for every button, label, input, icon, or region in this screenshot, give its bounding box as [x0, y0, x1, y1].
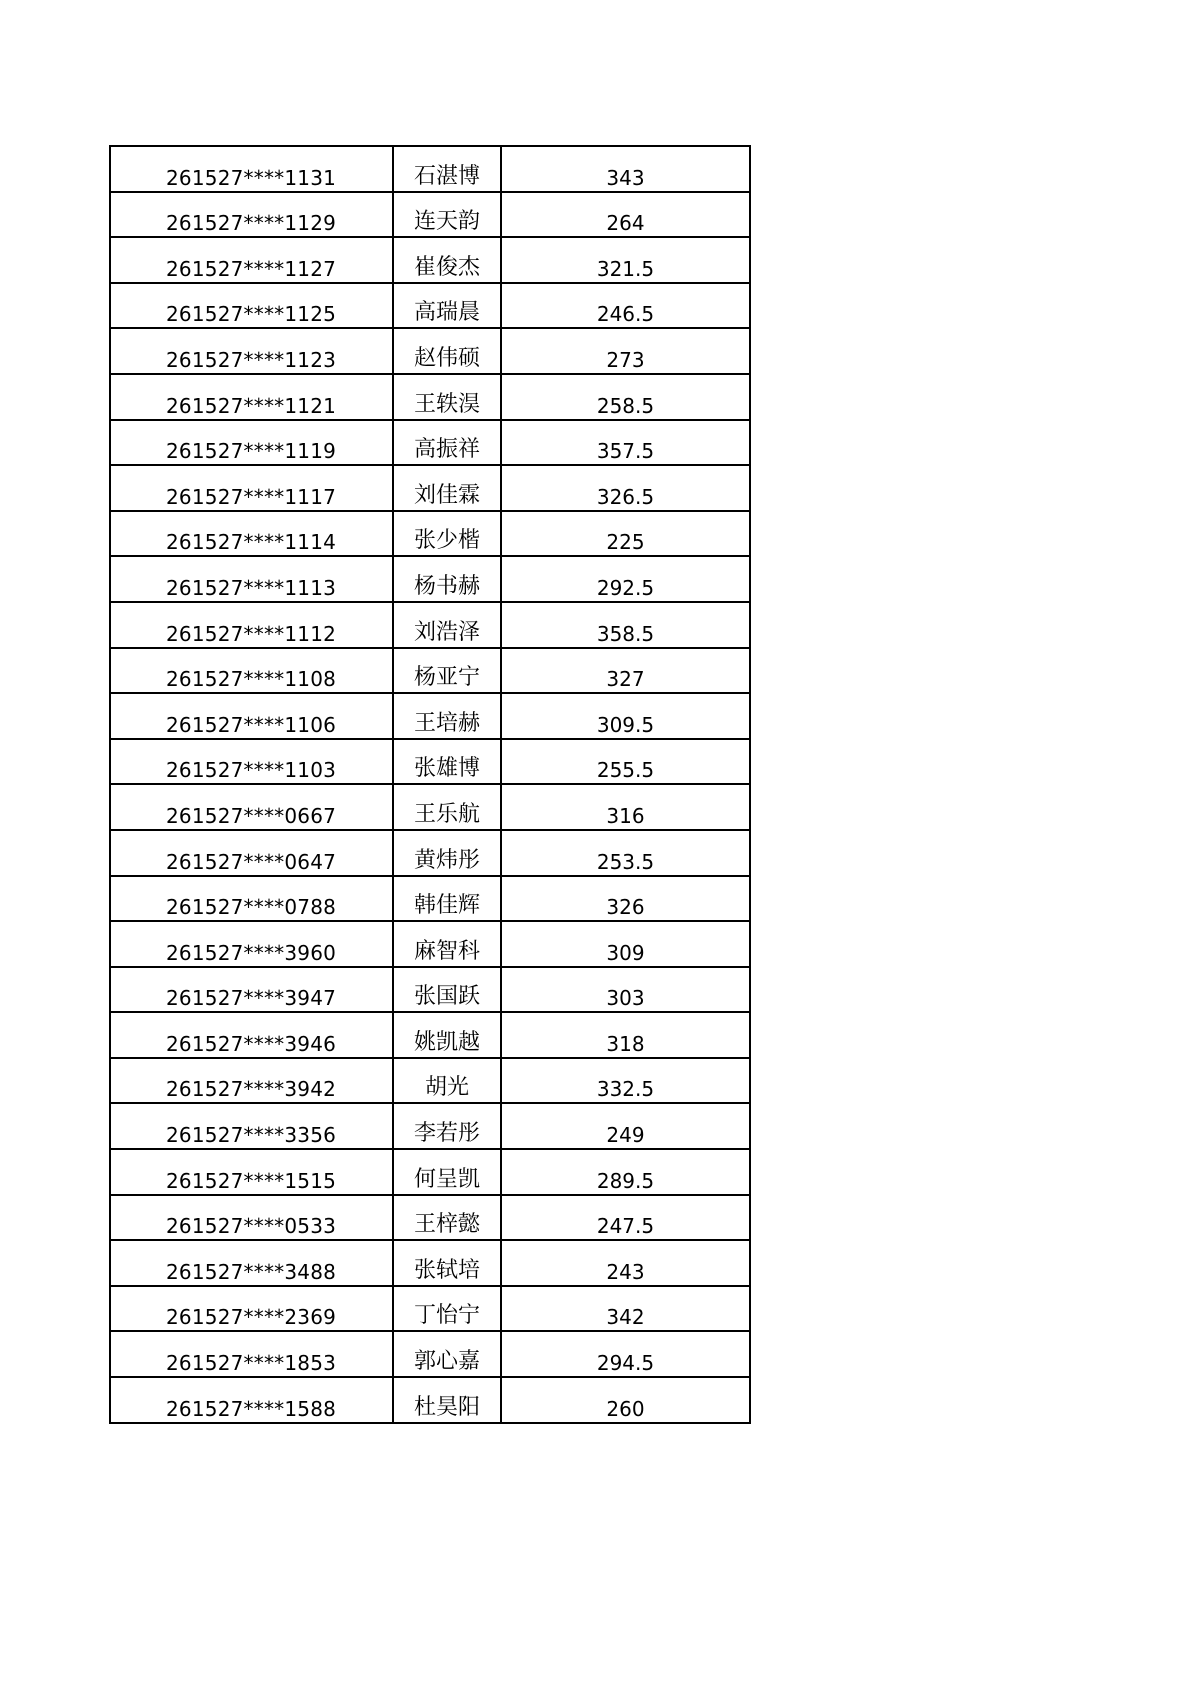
name-cell: 胡光: [393, 1058, 501, 1104]
id-cell: 261527****0647: [110, 830, 393, 876]
id-cell: 261527****3356: [110, 1103, 393, 1149]
name-cell: 崔俊杰: [393, 237, 501, 283]
table-row: [110, 283, 750, 329]
table-row: [110, 237, 750, 283]
table-row: [110, 648, 750, 694]
table-row: [110, 374, 750, 420]
table-row: [110, 876, 750, 922]
id-cell: 261527****1127: [110, 237, 393, 283]
name-cell: 刘佳霖: [393, 465, 501, 511]
score-cell: 255.5: [501, 739, 750, 785]
score-cell: 342: [501, 1286, 750, 1332]
score-cell: 327: [501, 648, 750, 694]
name-cell: 赵伟硕: [393, 328, 501, 374]
id-cell: 261527****1103: [110, 739, 393, 785]
score-cell: 294.5: [501, 1331, 750, 1377]
name-cell: 杨亚宁: [393, 648, 501, 694]
name-cell: 高振祥: [393, 420, 501, 466]
score-cell: 253.5: [501, 830, 750, 876]
score-cell: 321.5: [501, 237, 750, 283]
table-row: [110, 192, 750, 238]
table-row: [110, 556, 750, 602]
score-cell: 318: [501, 1012, 750, 1058]
id-cell: 261527****1588: [110, 1377, 393, 1423]
id-cell: 261527****1114: [110, 511, 393, 557]
id-cell: 261527****2369: [110, 1286, 393, 1332]
id-cell: 261527****1125: [110, 283, 393, 329]
score-table: [109, 145, 751, 1424]
score-cell: 303: [501, 967, 750, 1013]
table-row: [110, 1058, 750, 1104]
id-cell: 261527****1119: [110, 420, 393, 466]
id-cell: 261527****3942: [110, 1058, 393, 1104]
name-cell: 丁怡宁: [393, 1286, 501, 1332]
table-row: [110, 693, 750, 739]
score-table-body: [110, 146, 750, 1423]
name-cell: 王轶淏: [393, 374, 501, 420]
score-cell: 309.5: [501, 693, 750, 739]
score-cell: 289.5: [501, 1149, 750, 1195]
id-cell: 261527****1129: [110, 192, 393, 238]
table-row: [110, 967, 750, 1013]
name-cell: 张国跃: [393, 967, 501, 1013]
id-cell: 261527****1112: [110, 602, 393, 648]
name-cell: 杜昊阳: [393, 1377, 501, 1423]
score-cell: 246.5: [501, 283, 750, 329]
table-row: [110, 1377, 750, 1423]
table-row: [110, 1331, 750, 1377]
id-cell: 261527****0533: [110, 1195, 393, 1241]
table-row: [110, 1195, 750, 1241]
id-cell: 261527****1108: [110, 648, 393, 694]
name-cell: 高瑞晨: [393, 283, 501, 329]
id-cell: 261527****1131: [110, 146, 393, 192]
table-row: [110, 328, 750, 374]
id-cell: 261527****1853: [110, 1331, 393, 1377]
id-cell: 261527****1106: [110, 693, 393, 739]
id-cell: 261527****0788: [110, 876, 393, 922]
name-cell: 郭心嘉: [393, 1331, 501, 1377]
table-row: [110, 739, 750, 785]
name-cell: 韩佳辉: [393, 876, 501, 922]
name-cell: 姚凯越: [393, 1012, 501, 1058]
name-cell: 王乐航: [393, 784, 501, 830]
name-cell: 麻智科: [393, 921, 501, 967]
name-cell: 张少楷: [393, 511, 501, 557]
score-cell: 309: [501, 921, 750, 967]
score-cell: 247.5: [501, 1195, 750, 1241]
table-row: [110, 830, 750, 876]
table-row: [110, 1103, 750, 1149]
id-cell: 261527****3488: [110, 1240, 393, 1286]
id-cell: 261527****1117: [110, 465, 393, 511]
name-cell: 王梓懿: [393, 1195, 501, 1241]
score-cell: 326: [501, 876, 750, 922]
id-cell: 261527****1123: [110, 328, 393, 374]
score-cell: 316: [501, 784, 750, 830]
name-cell: 黄炜彤: [393, 830, 501, 876]
name-cell: 张雄博: [393, 739, 501, 785]
score-cell: 358.5: [501, 602, 750, 648]
name-cell: 连天韵: [393, 192, 501, 238]
id-cell: 261527****3946: [110, 1012, 393, 1058]
name-cell: 刘浩泽: [393, 602, 501, 648]
name-cell: 张轼培: [393, 1240, 501, 1286]
id-cell: 261527****1113: [110, 556, 393, 602]
table-row: [110, 784, 750, 830]
table-row: [110, 1012, 750, 1058]
table-row: [110, 511, 750, 557]
table-row: [110, 146, 750, 192]
id-cell: 261527****1121: [110, 374, 393, 420]
score-cell: 225: [501, 511, 750, 557]
score-cell: 326.5: [501, 465, 750, 511]
name-cell: 王培赫: [393, 693, 501, 739]
score-cell: 258.5: [501, 374, 750, 420]
id-cell: 261527****0667: [110, 784, 393, 830]
score-cell: 260: [501, 1377, 750, 1423]
name-cell: 杨书赫: [393, 556, 501, 602]
id-cell: 261527****3960: [110, 921, 393, 967]
table-row: [110, 602, 750, 648]
id-cell: 261527****3947: [110, 967, 393, 1013]
table-row: [110, 1240, 750, 1286]
score-cell: 357.5: [501, 420, 750, 466]
table-row: [110, 465, 750, 511]
score-cell: 273: [501, 328, 750, 374]
name-cell: 李若彤: [393, 1103, 501, 1149]
name-cell: 石湛博: [393, 146, 501, 192]
score-cell: 292.5: [501, 556, 750, 602]
score-cell: 249: [501, 1103, 750, 1149]
table-row: [110, 1286, 750, 1332]
table-row: [110, 1149, 750, 1195]
id-cell: 261527****1515: [110, 1149, 393, 1195]
table-row: [110, 921, 750, 967]
score-cell: 332.5: [501, 1058, 750, 1104]
score-cell: 264: [501, 192, 750, 238]
name-cell: 何呈凯: [393, 1149, 501, 1195]
score-cell: 243: [501, 1240, 750, 1286]
table-row: [110, 420, 750, 466]
score-cell: 343: [501, 146, 750, 192]
